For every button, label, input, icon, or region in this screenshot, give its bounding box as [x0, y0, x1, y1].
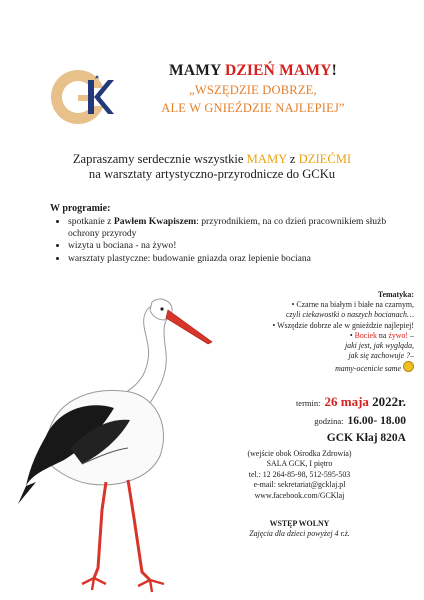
contact-line: SALA GCK, I piętro — [266, 459, 333, 469]
program-item: • spotkanie z Pawłem Kwapiszem: przyrodnikiem, na co dzień pracownikiem służb ochrony przyrody — [68, 216, 410, 240]
title-slogan-line-2: ALE W GNIEŹDZIE NAJLEPIEJ” — [161, 101, 345, 115]
event-hours: godzina: 16.00- 18.00 — [314, 414, 406, 427]
program-section — [50, 203, 410, 265]
free-entry: WSTĘP WOLNY — [269, 519, 330, 528]
age-note: Zajęcia dla dzieci powyżej 4 r.ż. — [249, 529, 350, 539]
contact-line: (wejście obok Ośrodka Zdrowia) — [247, 449, 352, 458]
contact-phone: tel.: 12 264-85-98, 512-595-503 — [248, 469, 351, 479]
theme-item-cont: mamy-ocenicie same — [196, 361, 414, 374]
program-heading: W programie: — [50, 203, 111, 214]
invitation-text: Zapraszamy serdecznie wszystkie MAMY z DZIEĆMI na warsztaty artystyczno-przyrodnicze do GCKu — [72, 152, 352, 181]
title-slogan-line-1: „WSZĘDZIE DOBRZE, — [189, 83, 317, 97]
contact-email: e-mail: sekretariat@gcklaj.pl — [253, 480, 346, 490]
theme-item: • Wszędzie dobrze ale w gnieździe najlepiej! — [272, 320, 414, 330]
program-item: • warsztaty plastyczne: budowanie gniazda oraz lepienie bociana — [68, 253, 410, 265]
stork-illustration — [10, 278, 220, 596]
theme-item-cont: jak się zachowuje ?– — [348, 351, 414, 361]
smiley-icon — [403, 361, 414, 372]
theme-item-cont: jaki jest, jak wygląda, — [344, 341, 414, 351]
entry-info — [196, 519, 403, 540]
gck-logo — [48, 66, 116, 128]
event-details — [196, 394, 406, 447]
event-title — [118, 62, 388, 116]
contact-info — [196, 449, 403, 501]
contact-facebook: www.facebook.com/GCKlaj — [254, 490, 345, 500]
title-line-1: MAMY DZIEŃ MAMY! — [169, 62, 337, 79]
event-venue: GCK Kłaj 820A — [326, 432, 406, 444]
theme-item: • Bociek na żywo! – — [349, 330, 414, 340]
theme-item-cont: czyli ciekawostki o naszych bocianach… — [286, 310, 414, 320]
themes-section — [196, 290, 414, 375]
program-item: • wizyta u bociana - na żywo! — [68, 240, 410, 252]
themes-heading: Tematyka: — [377, 290, 414, 299]
theme-item: • Czarne na białym i białe na czarnym, — [291, 300, 414, 310]
event-date: termin: 26 maja 2022r. — [295, 394, 406, 409]
